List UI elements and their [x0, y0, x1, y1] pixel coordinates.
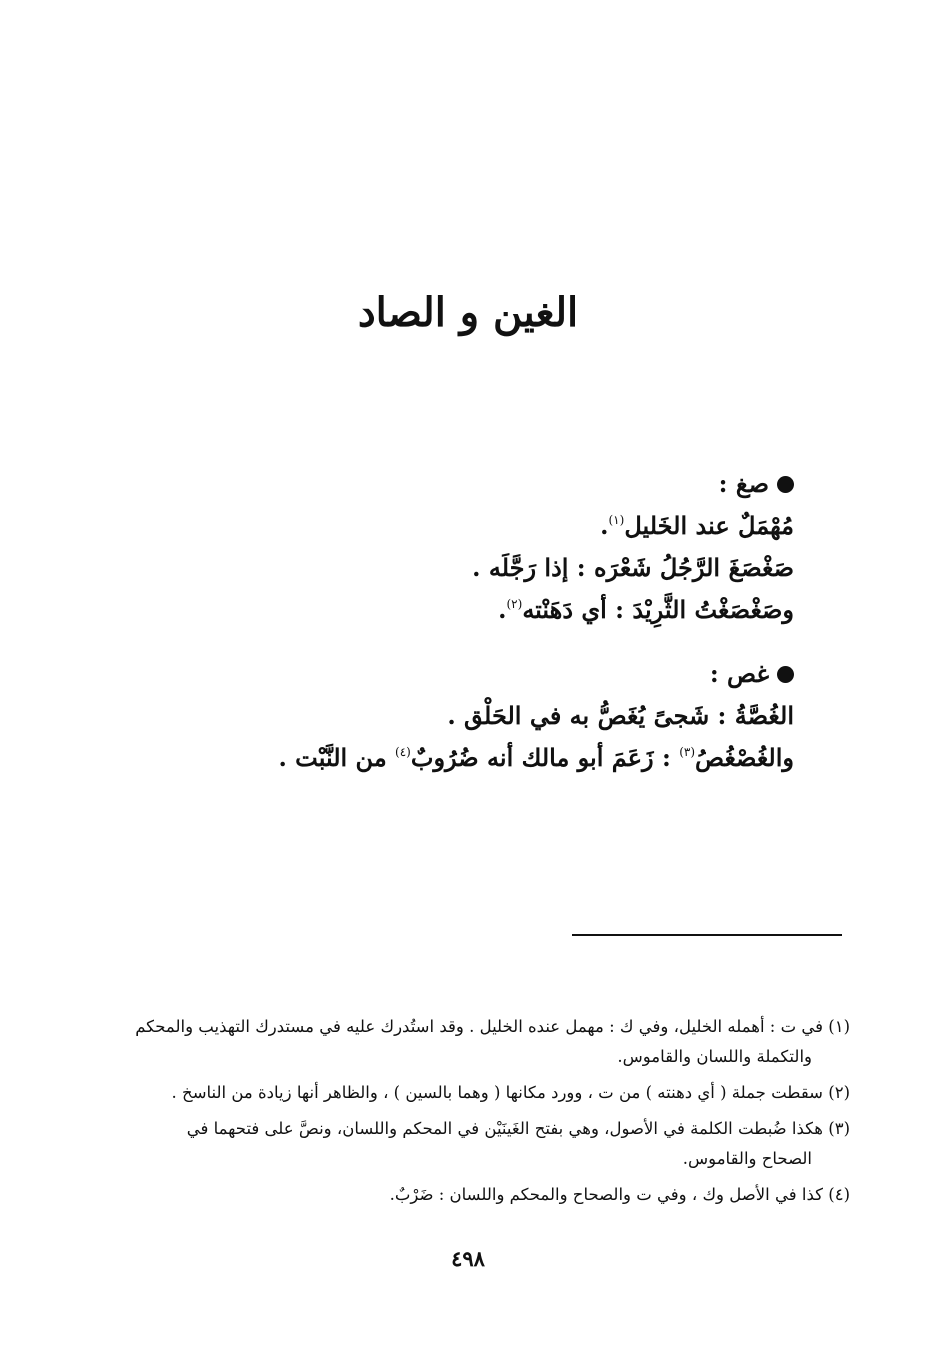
line-text: وصَغْصَغْتُ الثَّرِيْدَ : أي دَهَنْته [522, 595, 794, 624]
line-tail: . [498, 595, 507, 624]
footnote-text: الصحاح والقاموس. [682, 1149, 812, 1168]
footnotes [114, 1012, 850, 1216]
entry-line [234, 505, 794, 547]
footnote-ref[interactable]: (١) [608, 513, 625, 527]
entry-heading-text: غص : [709, 659, 769, 688]
line-text: الغُصَّةُ : شَجىً يُغَصُّ به في الحَلْق . [447, 701, 794, 730]
line-tail: من النَّبْت . [278, 743, 396, 772]
footnote-1 [114, 1012, 850, 1072]
footnote-text: (٢) سقطت جملة ( أي دهنته ) من ت ، وورد مكانها ( وهما بالسين ) ، والظاهر أنها زيادة من الناسخ . [171, 1083, 850, 1102]
line-text: : زَعَمَ أبو مالك أنه ضُرُوبٌ [410, 743, 680, 772]
entry-heading [234, 653, 794, 695]
footnote-3 [114, 1114, 850, 1174]
entry-line [234, 737, 794, 779]
footnote-4 [114, 1180, 850, 1210]
dictionary-entries [234, 463, 794, 779]
footnote-text: (١) في ت : أهمله الخليل، وفي ك : مهمل عنده الخليل . وقد استُدرك عليه في مستدرك التهذيب والمحكم [135, 1017, 850, 1036]
entry-sgh [234, 463, 794, 631]
line-tail: . [600, 511, 609, 540]
footnote-2 [114, 1078, 850, 1108]
chapter-title: الغين و الصاد [357, 288, 579, 336]
footnote-divider [572, 934, 842, 936]
bullet-icon [777, 476, 794, 493]
entry-line [234, 589, 794, 631]
line-text: والغُصْغُصُ [695, 743, 794, 772]
footnote-text: (٤) كذا في الأصل وك ، وفي ت والصحاح والمحكم واللسان : ضَرْبٌ. [389, 1185, 850, 1204]
line-text: صَغْصَغَ الرَّجُلُ شَعْرَه : إذا رَجَّلَه . [472, 553, 794, 582]
footnote-text: والتكملة واللسان والقاموس. [617, 1047, 812, 1066]
entry-heading-text: صغ : [718, 469, 769, 498]
footnote-ref[interactable]: (٣) [679, 745, 696, 759]
entry-line [234, 547, 794, 589]
entry-line [234, 695, 794, 737]
footnote-ref[interactable]: (٤) [395, 745, 411, 759]
entry-ghs [234, 653, 794, 779]
page-number: ٤٩٨ [451, 1246, 485, 1271]
bullet-icon [777, 666, 794, 683]
footnote-ref[interactable]: (٢) [506, 597, 523, 611]
entry-heading [234, 463, 794, 505]
footnote-text: (٣) هكذا ضُبطت الكلمة في الأصول، وهي بفتح الغَينَيْن في المحكم واللسان، ونصَّ على فتحهما في [186, 1119, 850, 1138]
line-text: مُهْمَلٌ عند الخَليل [624, 511, 794, 540]
